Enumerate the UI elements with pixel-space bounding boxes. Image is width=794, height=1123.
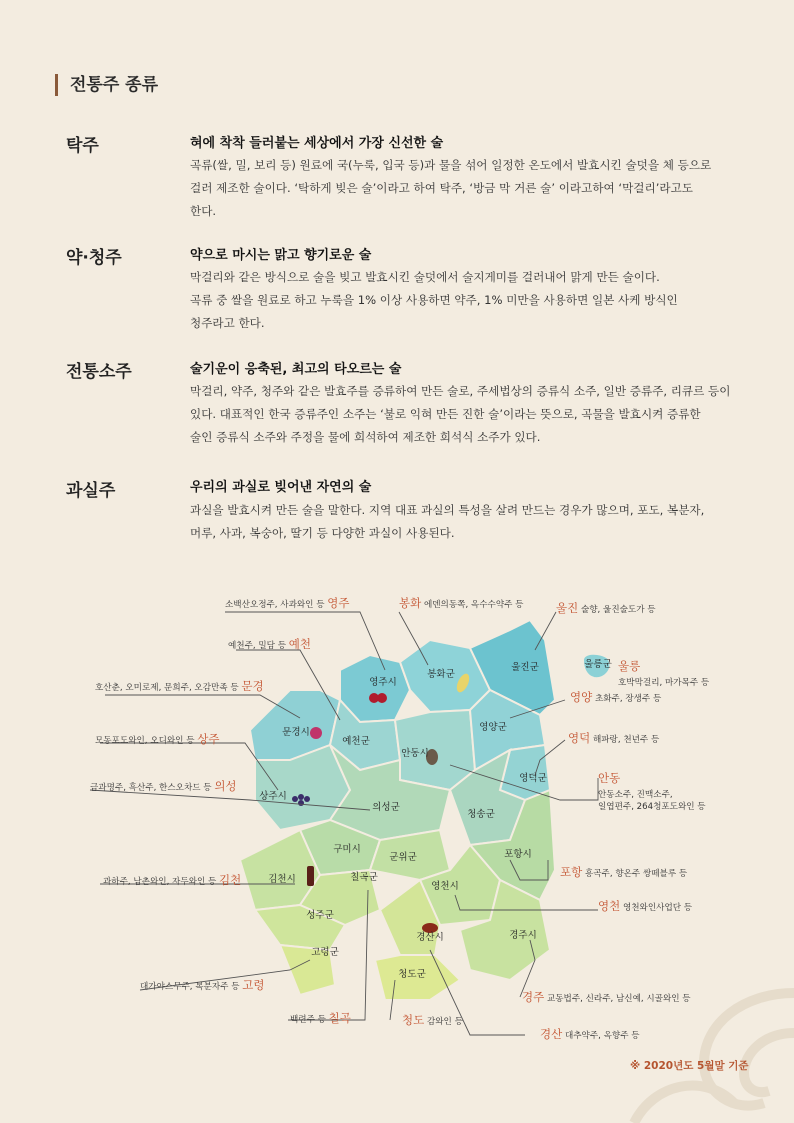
entry-name: 약·청주 bbox=[66, 248, 122, 268]
region-label: 청송군 bbox=[467, 809, 495, 820]
region-label: 칠곡군 bbox=[350, 872, 378, 883]
desc-line: 막걸리와 같은 방식으로 술을 빚고 발효시킨 술덧에서 술지게미를 걸러내어 맑게 만든 술이다. bbox=[190, 270, 660, 284]
callout-4 bbox=[618, 659, 640, 673]
callout-city: 경산 bbox=[540, 1027, 563, 1041]
callout-products: 교동법주, 신라주, 남신예, 시골와인 등 bbox=[544, 994, 691, 1004]
callout-city: 영덕 bbox=[568, 731, 591, 745]
callout-2 bbox=[556, 601, 656, 615]
region-label: 상주시 bbox=[259, 791, 287, 802]
callout-city: 예천 bbox=[288, 637, 311, 651]
desc-line: 막걸리, 약주, 청주와 같은 발효주를 증류하여 만든 술로, 주세법상의 증류식 소주, 일반 증류주, 리큐르 등이 bbox=[190, 384, 731, 398]
region-label: 경산시 bbox=[416, 932, 444, 943]
callout-products: 모동포도와인, 오디와인 등 bbox=[95, 736, 198, 746]
callout-11 bbox=[560, 865, 688, 879]
callout-15 bbox=[522, 990, 691, 1004]
callout-city: 고령 bbox=[242, 978, 265, 992]
callout-city: 경주 bbox=[522, 990, 545, 1004]
raspberry-icon bbox=[310, 727, 322, 739]
callout-products: 에덴의동쪽, 옥수수약주 등 bbox=[421, 600, 524, 610]
region-label: 영양군 bbox=[479, 722, 507, 733]
bottle-icon bbox=[307, 866, 314, 886]
callout-8 bbox=[568, 731, 660, 745]
region-label: 안동시 bbox=[401, 748, 429, 759]
entry-subtitle: 혀에 착착 들러붙는 세상에서 가장 신선한 술 bbox=[190, 136, 444, 151]
region-label: 울진군 bbox=[511, 662, 539, 673]
callout-products: 흥곡주, 향온주 쌍떼블루 등 bbox=[582, 869, 688, 879]
desc-line: 과실을 발효시켜 만든 술을 말한다. 지역 대표 과실의 특성을 살려 만드는 경우가 많으며, 포도, 복분자, bbox=[190, 503, 705, 517]
callout-city: 김천 bbox=[219, 873, 242, 887]
region-label: 성주군 bbox=[306, 910, 334, 921]
callout-city: 의성 bbox=[214, 779, 237, 793]
region-label: 포항시 bbox=[504, 849, 532, 860]
callout-city: 청도 bbox=[402, 1013, 425, 1027]
section-title: 전통주 종류 bbox=[55, 74, 158, 96]
region-label: 고령군 bbox=[311, 947, 339, 958]
callout-products: 초화주, 장생주 등 bbox=[592, 694, 662, 704]
callout-products: 금과명주, 흑산주, 한스오차드 등 bbox=[90, 783, 215, 793]
callout-city: 문경 bbox=[241, 679, 264, 693]
entry-subtitle: 약으로 마시는 맑고 향기로운 술 bbox=[190, 248, 372, 263]
callout-city: 영양 bbox=[570, 690, 593, 704]
callout-3 bbox=[228, 637, 311, 651]
callout-12 bbox=[103, 873, 241, 887]
callout-products: 호산춘, 오미로제, 문희주, 오감만족 등 bbox=[95, 683, 242, 693]
entry-subtitle: 술기운이 응축된, 최고의 타오르는 술 bbox=[190, 362, 402, 377]
region-label: 영덕군 bbox=[519, 773, 547, 784]
desc-line: 머루, 사과, 복숭아, 딸기 등 다양한 과실이 사용된다. bbox=[190, 526, 455, 540]
desc-line: 청주라고 한다. bbox=[190, 316, 265, 330]
region-label: 영주시 bbox=[369, 677, 397, 688]
callout-city: 울진 bbox=[556, 601, 579, 615]
callout-city: 영주 bbox=[327, 596, 350, 610]
desc-line: 곡류 중 쌀을 원료로 하고 누룩을 1% 이상 사용하면 약주, 1% 미만을 사용하면 일본 사케 방식인 bbox=[190, 293, 678, 307]
desc-line: 있다. 대표적인 한국 증류주인 소주는 ‘불로 익혀 만든 진한 술’이라는 뜻으로, 곡물을 발효시켜 증류한 bbox=[190, 407, 701, 421]
callout-products: 해파랑, 천년주 등 bbox=[590, 735, 660, 745]
callout-10 bbox=[598, 771, 620, 785]
entry-name: 과실주 bbox=[66, 481, 116, 501]
callout-7 bbox=[95, 732, 219, 746]
region-label: 문경시 bbox=[282, 727, 310, 738]
callout-products: 호박막걸리, 마가목주 등 bbox=[618, 678, 710, 688]
callout-16 bbox=[290, 1011, 351, 1025]
callout-5 bbox=[95, 679, 264, 693]
region-label: 울릉군 bbox=[584, 659, 612, 670]
region-label: 김천시 bbox=[268, 874, 296, 885]
callout-city: 영천 bbox=[598, 899, 621, 913]
entry-name: 전통소주 bbox=[66, 362, 132, 382]
callout-products: 감와인 등 bbox=[424, 1017, 463, 1027]
callout-products-extra: 일엽편주, 264청포도와인 등 bbox=[598, 802, 706, 812]
region-label: 경주시 bbox=[509, 930, 537, 941]
region-label: 구미시 bbox=[333, 844, 361, 855]
callout-city: 포항 bbox=[560, 865, 583, 879]
desc-line: 한다. bbox=[190, 204, 217, 218]
region-label: 군위군 bbox=[389, 852, 417, 863]
callout-17 bbox=[402, 1013, 464, 1027]
callout-1 bbox=[399, 596, 524, 610]
region-label: 청도군 bbox=[398, 969, 426, 980]
callout-city: 안동 bbox=[598, 771, 621, 785]
callout-city: 봉화 bbox=[399, 596, 422, 610]
callout-city: 울릉 bbox=[618, 659, 641, 673]
region-label: 예천군 bbox=[342, 736, 370, 747]
callout-products: 영천와인사업단 등 bbox=[620, 903, 693, 913]
region-label: 영천시 bbox=[431, 881, 459, 892]
callout-products: 대추약주, 옥향주 등 bbox=[562, 1031, 640, 1041]
callout-products: 과하주, 남촌와인, 자두와인 등 bbox=[103, 877, 220, 887]
callout-city: 칠곡 bbox=[328, 1011, 351, 1025]
callout-13 bbox=[598, 899, 693, 913]
region-label: 봉화군 bbox=[427, 669, 455, 680]
callout-products: 예천주, 밀담 등 bbox=[228, 641, 289, 651]
callout-products: 술향, 울진술도가 등 bbox=[578, 605, 656, 615]
region-label: 의성군 bbox=[372, 802, 400, 813]
callout-6 bbox=[570, 690, 662, 704]
entry-subtitle: 우리의 과실로 빚어낸 자연의 술 bbox=[190, 480, 372, 495]
callout-9 bbox=[90, 779, 237, 793]
desc-line: 곡류(쌀, 밀, 보리 등) 원료에 국(누룩, 입국 등)과 물을 섞어 일정한 온도에서 발효시킨 술덧을 체 등으로 bbox=[190, 158, 712, 172]
callout-products: 안동소주, 진맥소주, bbox=[598, 790, 673, 800]
callout-city: 상주 bbox=[197, 732, 220, 746]
callout-products: 소백산오정주, 사과와인 등 bbox=[225, 600, 328, 610]
desc-line: 걸러 제조한 술이다. ‘탁하게 빚은 술’이라고 하여 탁주, ‘방금 막 거른 술’ 이라고하여 ‘막걸리’라고도 bbox=[190, 181, 693, 195]
callout-products: 대가야스무주, 복분자주 등 bbox=[140, 982, 243, 992]
callout-14 bbox=[140, 978, 264, 992]
desc-line: 술인 증류식 소주와 주정을 물에 희석하여 제조한 희석식 소주가 있다. bbox=[190, 430, 541, 444]
callout-products: 백련주 등 bbox=[290, 1015, 329, 1025]
callout-0 bbox=[225, 596, 349, 610]
callout-18 bbox=[540, 1027, 640, 1041]
entry-name: 탁주 bbox=[66, 136, 99, 156]
date-note: ※ 2020년도 5월말 기준 bbox=[630, 1060, 749, 1072]
